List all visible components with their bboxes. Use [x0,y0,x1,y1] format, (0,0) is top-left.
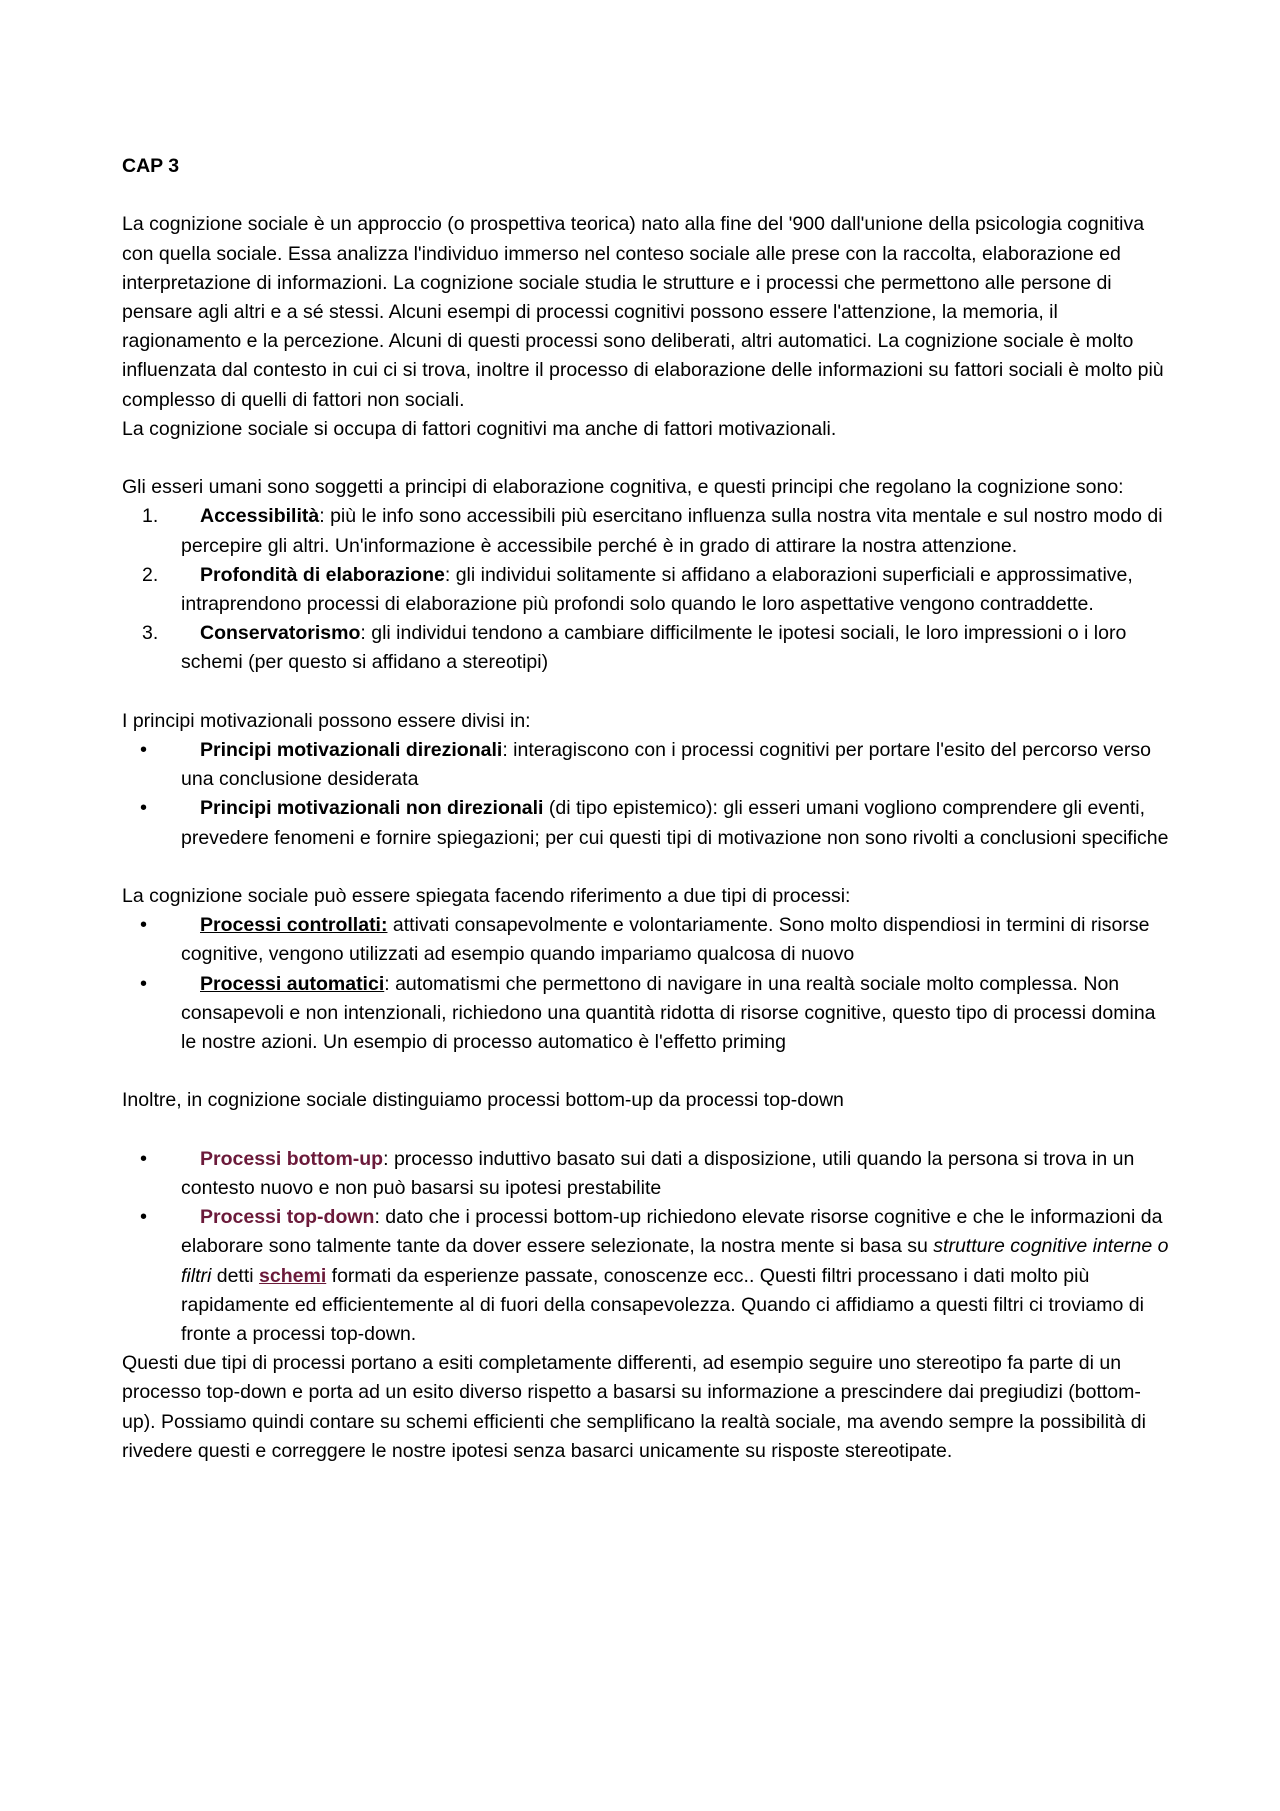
term-accessibilita: Accessibilità [200,505,320,528]
list-item-text: : gli individui solitamente si affidano a elaborazioni superficiali e approssimative, intraprendono processi di elaborazione più profondi solo quando le loro aspettative vengono contraddette. [181,563,1133,616]
bullet-icon: • [140,797,148,820]
list-item-text: : dato che i processi bottom-up richiedono elevate risorse cognitive e che le informazioni da elaborare sono talmente tante da dover essere selezionate, la nostra mente si basa su [181,1206,1163,1258]
list-item [122,911,1172,969]
list-item [122,794,1172,852]
term-conservatorismo: Conservatorismo [200,622,361,645]
term-controllati: Processi controllati: [200,914,388,937]
list-item-text: : automatismi che permettono di navigare in una realtà sociale molto complessa. Non consapevoli e non intenzionali, richiedono una quantità ridotta di risorse cognitive, questo tipo di processi domina le nostre azioni. Un esempio di processo automatico è l'effetto priming [181,972,1156,1054]
bullet-icon: • [140,1206,148,1229]
term-profondita: Profondità di elaborazione [200,563,445,586]
list-number: 2. [142,563,159,586]
motivational-intro: I principi motivazionali possono essere divisi in: [122,709,531,732]
document-page [122,152,1172,1466]
schemi-link[interactable]: schemi [259,1264,327,1287]
list-number: 1. [142,505,159,528]
list-item [122,1145,1172,1203]
list-item-text: (di tipo epistemico): gli esseri umani vogliono comprendere gli eventi, prevedere fenomeni e fornire spiegazioni; per cui questi tipi di motivazione non sono rivolti a conclusioni specifiche [181,797,1169,849]
term-non-direzionali: Principi motivazionali non direzionali [200,797,544,820]
processes-intro: La cognizione sociale può essere spiegata facendo riferimento a due tipi di processi: [122,885,851,908]
italic-text: strutture cognitive interne o filtri [181,1235,1169,1287]
list-item-text: : interagiscono con i processi cognitivi per portare l'esito del percorso verso una conclusione desiderata [181,739,1151,791]
principles-intro: Gli esseri umani sono soggetti a principi di elaborazione cognitiva, e questi principi che regolano la cognizione sono: [122,476,1124,499]
list-item-text: : processo induttivo basato sui dati a disposizione, utili quando la persona si trova in un contesto nuovo e non può basarsi su ipotesi prestabilite [181,1147,1135,1200]
list-item [122,736,1172,794]
intro-paragraph-2: La cognizione sociale si occupa di fattori cognitivi ma anche di fattori motivazionali. [122,417,837,440]
list-item-text: : più le info sono accessibili più esercitano influenza sulla nostra vita mentale e sul nostro modo di percepire gli altri. Un'informazione è accessibile perché è in grado di attirare la nostra attenzione. [181,505,1163,557]
list-item-text: formati da esperienze passate, conoscenze ecc.. Questi filtri processano i dati molto più rapidamente ed efficientemente al di fuori della consapevolezza. Quando ci affidiamo a questi filtri ci troviamo di fronte a processi top-down. [181,1264,1144,1346]
term-top-down: Processi top-down [200,1206,375,1229]
list-item [122,619,1172,677]
chapter-heading: CAP 3 [122,155,180,177]
list-number: 3. [142,622,159,645]
bottomup-intro: Inoltre, in cognizione sociale distinguiamo processi bottom-up da processi top-down [122,1089,844,1112]
bullet-icon: • [140,914,148,937]
term-bottom-up: Processi bottom-up [200,1147,384,1170]
term-automatici: Processi automatici [200,972,385,995]
term-direzionali: Principi motivazionali direzionali [200,739,503,762]
intro-paragraph: La cognizione sociale è un approccio (o prospettiva teorica) nato alla fine del '900 dall'unione della psicologia cognitiva con quella sociale. Essa analizza l'individuo immerso nel conteso sociale alle prese con la raccolta, elaborazione ed interpretazione di informazioni. La cognizione sociale studia le strutture e i processi che permettono alle persone di pensare agli altri e a sé stessi. Alcuni esempi di processi cognitivi possono essere l'attenzione, la memoria, il ragionamento e la percezione. Alcuni di questi processi sono deliberati, altri automatici. La cognizione sociale è molto influenzata dal contesto in cui ci si trova, inoltre il processo di elaborazione delle informazioni su fattori sociali è molto più complesso di quelli di fattori non sociali. [122,213,1164,411]
list-item [122,970,1172,1058]
list-item [122,502,1172,560]
list-item-text: attivati consapevolmente e volontariamente. Sono molto dispendiosi in termini di risorse cognitive, vengono utilizzati ad esempio quando impariamo qualcosa di nuovo [181,914,1150,966]
bullet-icon: • [140,739,148,762]
bullet-icon: • [140,972,148,995]
list-item [122,561,1172,619]
closing-paragraph: Questi due tipi di processi portano a esiti completamente differenti, ad esempio seguire uno stereotipo fa parte di un processo top-down e porta ad un esito diverso rispetto a basarsi su informazione a prescindere dai pregiudizi (bottom-up). Possiamo quindi contare su schemi efficienti che semplificano la realtà sociale, ma avendo sempre la possibilità di rivedere questi e correggere le nostre ipotesi senza basarci unicamente su risposte stereotipate. [122,1352,1146,1462]
list-item-text: detti [211,1264,260,1287]
list-item-text: : gli individui tendono a cambiare difficilmente le ipotesi sociali, le loro impressioni o i loro schemi (per questo si affidano a stereotipi) [181,622,1127,674]
list-item [122,1203,1172,1349]
bullet-icon: • [140,1147,148,1170]
